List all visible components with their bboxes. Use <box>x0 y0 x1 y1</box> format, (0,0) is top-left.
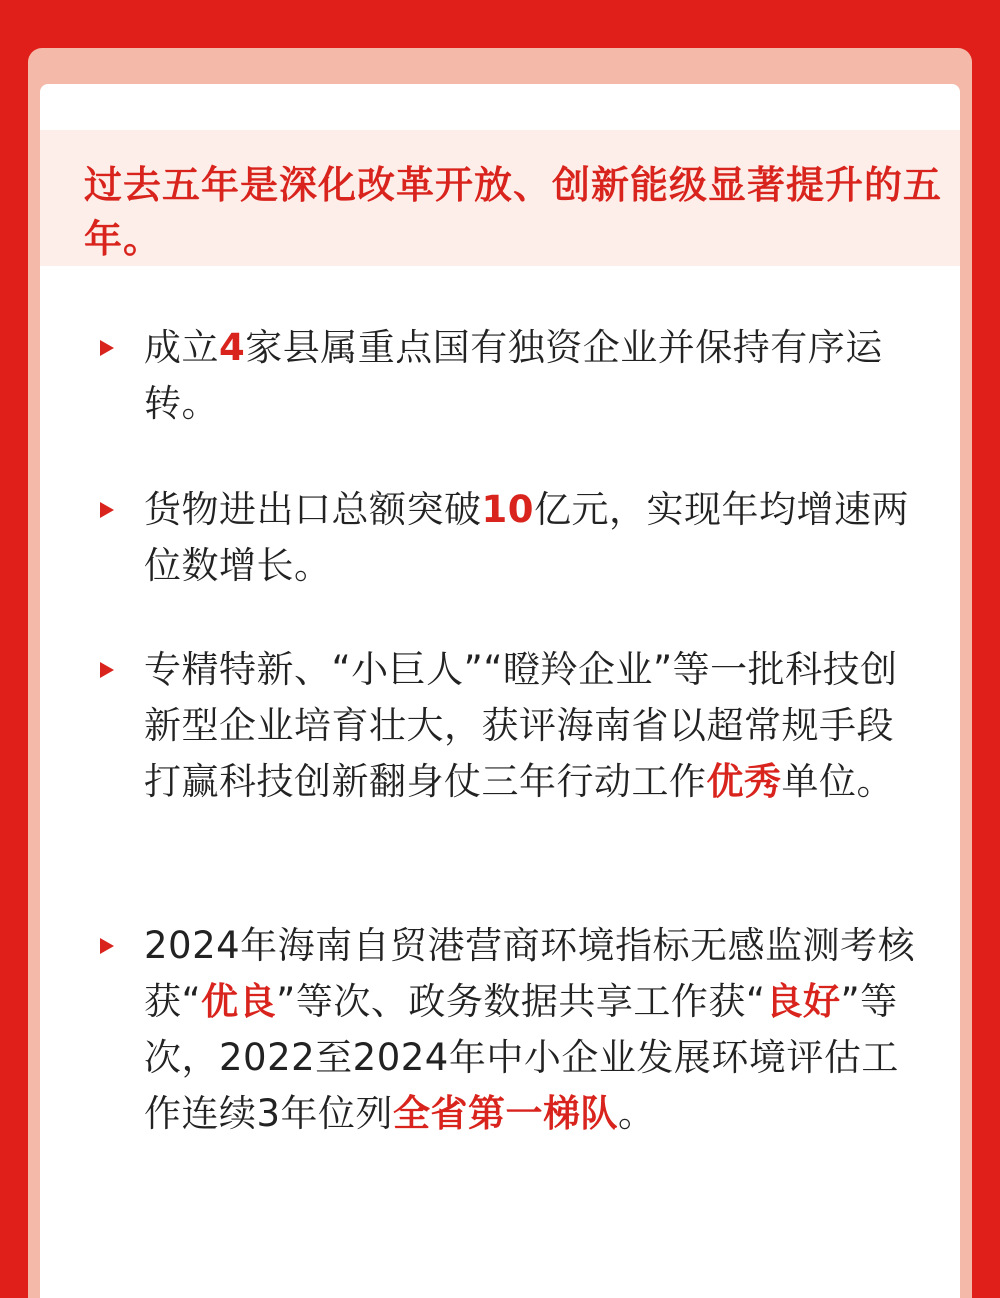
text-segment: 单位。 <box>781 760 894 803</box>
section-title: 过去五年是深化改革开放、创新能级显著提升的五年。 <box>84 163 943 261</box>
highlight-value: 优秀 <box>706 760 782 803</box>
text-segment: 。 <box>618 1092 656 1135</box>
text-segment: 成立 <box>144 326 219 369</box>
section-header <box>40 130 960 266</box>
text-segment: ”等次，2022至2024年中小企业发展环境评估工作连续3年位列 <box>144 980 899 1135</box>
text-segment: 亿元，实现年均增速两位数增长。 <box>144 488 909 587</box>
highlight-value: 全省第一梯队 <box>393 1092 619 1135</box>
text-segment: 专精特新、“小巨人”“瞪羚企业”等一批科技创新型企业培育壮大，获评海南省以超常规手段打赢科技创新翻身仗三年行动工作 <box>144 648 898 803</box>
highlight-value: 优良 <box>201 980 277 1023</box>
text-segment: 2024年海南自贸港营商环境指标无感监测考核获“ <box>144 924 916 1023</box>
list-item-text <box>144 320 920 432</box>
list-item-text <box>144 482 920 594</box>
highlight-value: 10 <box>481 488 534 531</box>
arrow-bullet-icon <box>100 938 114 954</box>
content-card <box>40 84 960 1298</box>
highlight-value: 4 <box>219 326 246 369</box>
highlight-value: 良好 <box>765 980 841 1023</box>
arrow-bullet-icon <box>100 502 114 518</box>
text-segment: 货物进出口总额突破 <box>144 488 482 531</box>
list-item-text <box>144 642 920 810</box>
arrow-bullet-icon <box>100 662 114 678</box>
arrow-bullet-icon <box>100 340 114 356</box>
text-segment: ”等次、政务数据共享工作获“ <box>276 980 766 1023</box>
list-item-text <box>144 918 920 1142</box>
text-segment: 家县属重点国有独资企业并保持有序运转。 <box>144 326 883 425</box>
